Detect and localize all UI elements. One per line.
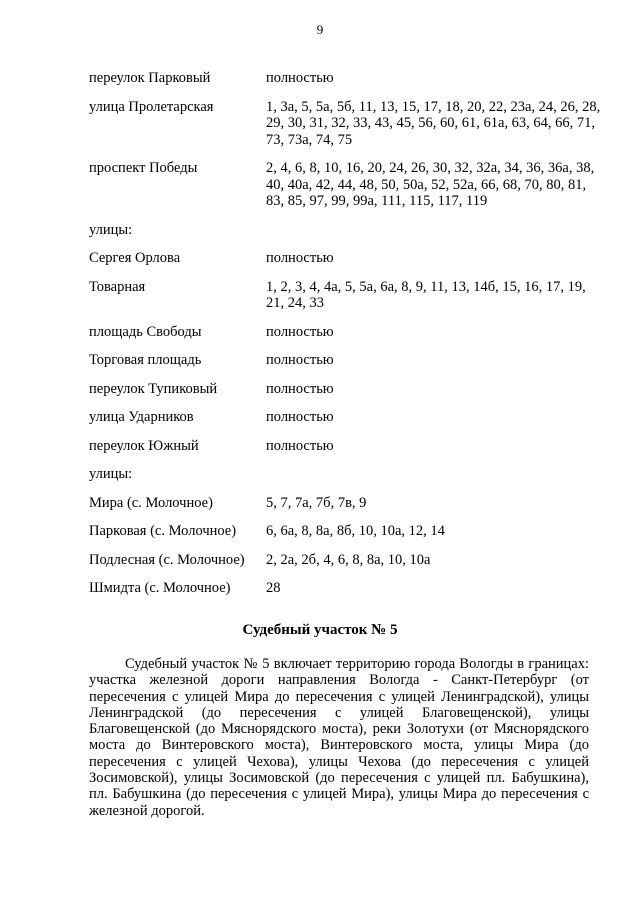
house-numbers [266,222,606,239]
house-numbers: 1, 3а, 5, 5а, 5б, 11, 13, 15, 17, 18, 20, 22, 23а, 24, 26, 28, 29, 30, 31, 32, 33, 43, 45, 56, 60, 61, 61а, 63, 64, 66, 71, 73, 73а, 74, 75 [266,98,601,148]
house-numbers: полностью [266,380,334,397]
street-name: Шмидта (с. Молочное) [89,580,231,596]
street-name: Подлесная (с. Молочное) [89,551,245,568]
table-row [89,580,609,597]
house-numbers: полностью [266,352,334,368]
house-numbers [266,466,606,483]
table-row [89,495,609,512]
address-table [89,70,609,609]
house-numbers: 28 [266,580,281,596]
table-row [89,381,609,398]
section-title: Судебный участок № 5 [242,622,398,638]
table-row [89,552,609,569]
street-name: переулок Парковый [89,70,211,86]
section-paragraph: Судебный участок № 5 включает территорию города Вологды в границах: участка железной дороги направления Вологда - Санкт-Петербург (от пересечения с улицей Мира до пересечения с улицей Ленинградской), улицы Ленинградской (до пересечения с улицей Благовещенской), улицы Благовещенской (до Мяснорядского моста), реки Золотухи (от Мяснорядского моста до Винтеровского моста), Винтеровского моста, улицы Мира (до пересечения с улицей Чехова), улицы Чехова (до пересечения с улицей Зосимовской), улицы Зосимовской (до пересечения с улицей пл. Бабушкина), пл. Бабушкина (до пересечения с улицей Мира), улицы Мира до пересечения с железной дорогой. [89,656,589,819]
house-numbers: полностью [266,70,334,86]
street-name: проспект Победы [89,160,198,176]
street-name: переулок Тупиковый [89,380,218,397]
street-name: Товарная [89,278,146,295]
table-row [89,523,609,540]
house-numbers: полностью [266,323,334,340]
table-row [89,279,609,312]
street-name: Мира (с. Молочное) [89,494,213,511]
house-numbers: 2, 4, 6, 8, 10, 16, 20, 24, 26, 30, 32, 32а, 34, 36, 36а, 38, 40, 40а, 42, 44, 48, 50, 50а, 52, 52а, 66, 68, 70, 80, 81, 83, 85, 97, 99, 99а, 111, 115, 117, 119 [266,160,595,209]
house-numbers: полностью [266,409,334,425]
page-number: 9 [316,22,324,37]
table-row [89,160,609,210]
street-name: площадь Свободы [89,323,202,340]
table-row [89,438,609,455]
street-name: Сергея Орлова [89,250,181,266]
house-numbers: 1, 2, 3, 4, 4а, 5, 5а, 6а, 8, 9, 11, 13, 14б, 15, 16, 17, 19, 21, 24, 33 [266,278,586,311]
street-name: Парковая (с. Молочное) [89,523,237,539]
house-numbers: полностью [266,250,334,266]
street-name: улица Пролетарская [89,98,214,115]
house-numbers: 2, 2а, 2б, 4, 6, 8, 8а, 10, 10а [266,551,431,568]
table-row [89,70,609,87]
street-name: улица Ударников [89,409,194,425]
table-row [89,409,609,426]
house-numbers: 6, 6а, 8, 8а, 8б, 10, 10а, 12, 14 [266,523,445,539]
street-name: Торговая площадь [89,352,202,368]
group-label: улицы: [89,466,133,482]
table-row [89,222,609,239]
house-numbers: 5, 7, 7а, 7б, 7в, 9 [266,494,367,511]
house-numbers: полностью [266,437,334,454]
table-row [89,466,609,483]
group-label: улицы: [89,221,133,238]
table-row [89,324,609,341]
street-name: переулок Южный [89,437,199,454]
table-row [89,352,609,369]
table-row [89,99,609,149]
table-row [89,250,609,267]
